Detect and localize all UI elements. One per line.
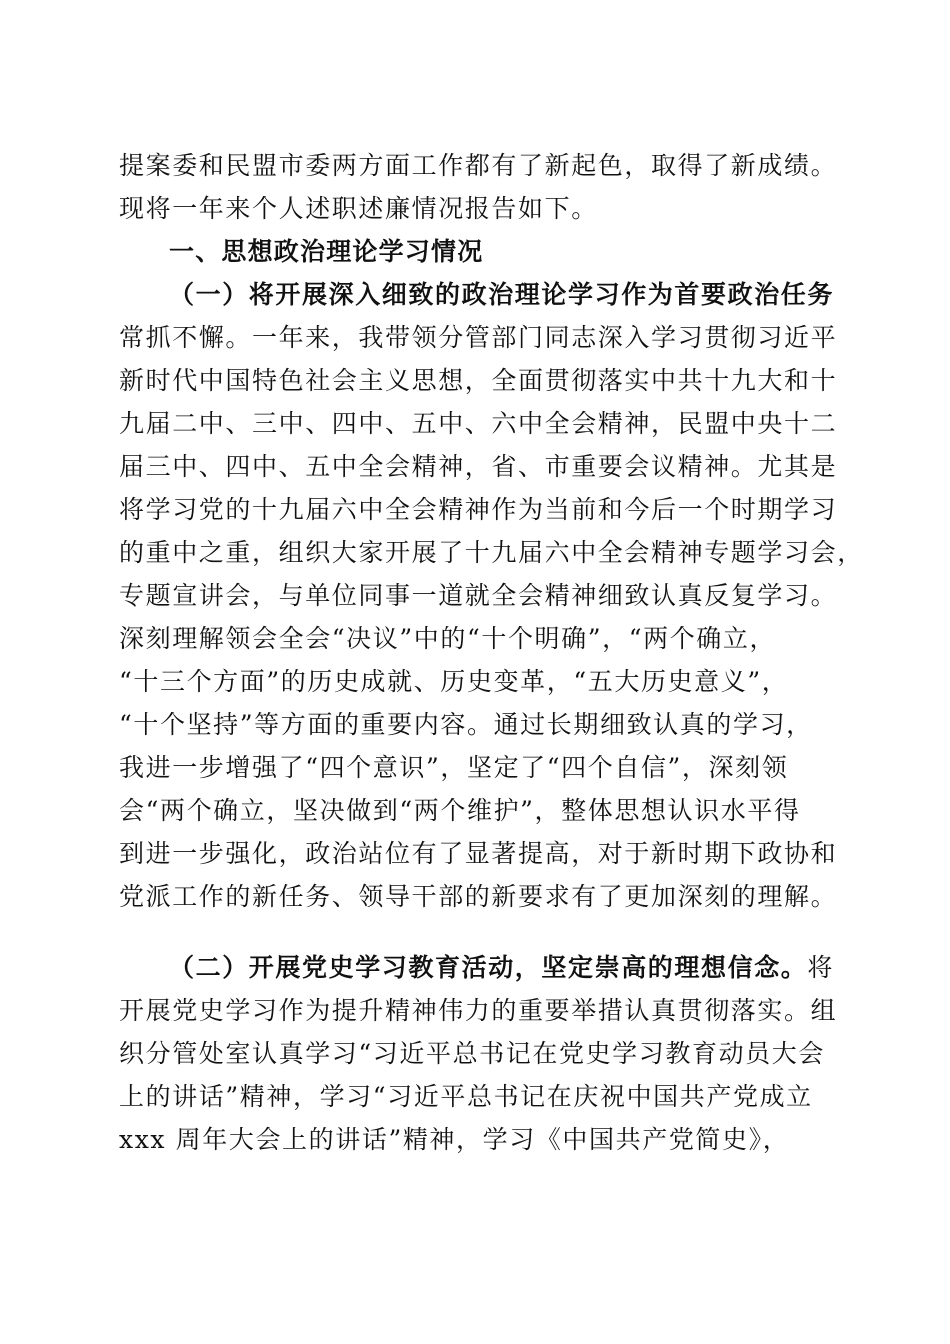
paragraph-line: 织分管处室认真学习“习近平总书记在党史学习教育动员大会 [119,1039,825,1068]
paragraph-line: 深刻理解领会全会“决议”中的“十个明确”，“两个确立， [119,624,777,653]
paragraph-line: “十个坚持”等方面的重要内容。通过长期细致认真的学习， [119,710,813,739]
paragraph-line: 提案委和民盟市委两方面工作都有了新起色，取得了新成绩。 [119,151,838,180]
subsection-heading: （二）开展党史学习教育活动，坚定崇高的理想信念。 [169,953,808,982]
paragraph-line: 常抓不懈。一年来，我带领分管部门同志深入学习贯彻习近平 [119,323,838,352]
paragraph-text: 将 [807,953,835,982]
paragraph-line: 会“两个确立，坚决做到“两个维护”，整体思想认识水平得 [119,796,801,825]
section-heading: 一、思想政治理论学习情况 [169,237,484,266]
paragraph-line: xxx 周年大会上的讲话”精神，学习《中国共产党简史》， [119,1125,790,1154]
paragraph-line: 到进一步强化，政治站位有了显著提高，对于新时期下政协和 [119,839,838,868]
paragraph-line: 届三中、四中、五中全会精神，省、市重要会议精神。尤其是 [119,452,838,481]
paragraph-line: 开展党史学习作为提升精神伟力的重要举措认真贯彻落实。组 [119,996,838,1025]
paragraph-line: “十三个方面”的历史成就、历史变革，“五大历史意义”， [119,667,789,696]
paragraph-line: 新时代中国特色社会主义思想，全面贯彻落实中共十九大和十 [119,366,838,395]
paragraph-line: 的重中之重，组织大家开展了十九届六中全会精神专题学习会， [119,538,864,567]
subsection-line [169,948,889,988]
paragraph-line: 专题宣讲会，与单位同事一道就全会精神细致认真反复学习。 [119,581,838,610]
paragraph-line: 九届二中、三中、四中、五中、六中全会精神，民盟中央十二 [119,409,838,438]
paragraph-line: 我进一步增强了“四个意识”，坚定了“四个自信”，深刻领 [119,753,789,782]
paragraph-line: 将学习党的十九届六中全会精神作为当前和今后一个时期学习 [119,495,838,524]
paragraph-line: 党派工作的新任务、领导干部的新要求有了更加深刻的理解。 [119,882,838,911]
paragraph-line: 现将一年来个人述职述廉情况报告如下。 [119,194,598,223]
paragraph-line: 上的讲话”精神，学习“习近平总书记在庆祝中国共产党成立 [119,1082,813,1111]
subsection-heading: （一）将开展深入细致的政治理论学习作为首要政治任务 [169,280,835,309]
